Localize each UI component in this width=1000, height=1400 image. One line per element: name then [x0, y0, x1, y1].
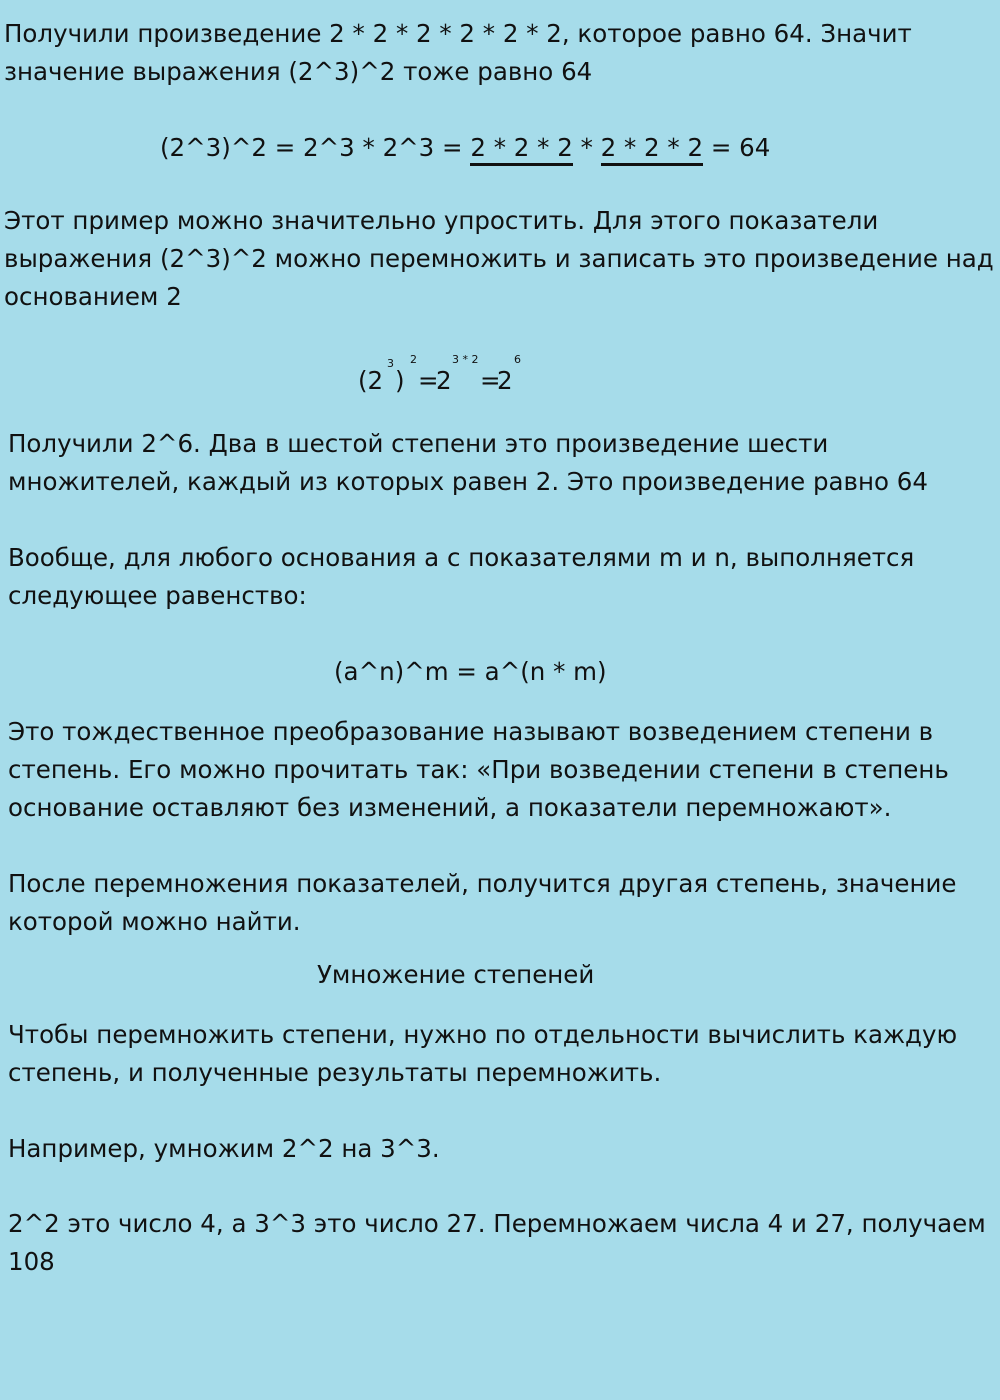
equation-power-expansion: [160, 129, 770, 167]
paragraph-after-multiplication: [8, 865, 988, 941]
equation-middle: *: [572, 133, 601, 162]
paragraph-general-rule: [8, 539, 988, 615]
underlined-group-1: 2 * 2 * 2: [470, 133, 572, 166]
text-line: Получили 2^6. Два в шестой степени это произведение шести: [8, 429, 829, 458]
text-line: которой можно найти.: [8, 907, 301, 936]
text-line: После перемножения показателей, получится другая степень, значение: [8, 869, 957, 898]
paragraph-example: Например, умножим 2^2 на 3^3.: [8, 1134, 440, 1163]
paragraph-two-to-sixth: [8, 425, 988, 501]
text-line: степень, и полученные результаты перемножить.: [8, 1058, 662, 1087]
eq2-inner-exponent: 3: [387, 357, 394, 370]
paragraph-identity-explanation: [8, 713, 988, 827]
text-line: Вообще, для любого основания a с показателями m и n, выполняется: [8, 543, 915, 572]
text-line: Это тождественное преобразование называют возведением степени в: [8, 717, 934, 746]
text-line: Чтобы перемножить степени, нужно по отдельности вычислить каждую: [8, 1020, 958, 1049]
equation-prefix: (2^3)^2 = 2^3 * 2^3 =: [160, 133, 471, 162]
eq2-equals-1: =: [418, 366, 439, 395]
paragraph-simplification: [4, 202, 994, 316]
equation-exponent-multiplication: [358, 353, 658, 398]
eq2-product-exponent: 3 * 2: [452, 353, 479, 366]
equation-general-identity: (a^n)^m = a^(n * m): [334, 657, 607, 686]
eq2-close-paren: ): [395, 366, 405, 395]
underlined-group-2: 2 * 2 * 2: [601, 133, 703, 166]
text-line: 2^2 это число 4, а 3^3 это число 27. Перемножаем числа 4 и 27, получаем: [8, 1209, 986, 1238]
text-line: 108: [8, 1247, 55, 1276]
text-line: выражения (2^3)^2 можно перемножить и записать это произведение над: [4, 244, 994, 273]
eq2-open-base: (2: [358, 366, 384, 395]
text-line: степень. Его можно прочитать так: «При возведении степени в степень: [8, 755, 949, 784]
paragraph-product-result: [4, 15, 994, 91]
eq2-outer-exponent: 2: [410, 353, 417, 366]
eq2-equals-2: =: [480, 366, 501, 395]
section-heading: Умножение степеней: [317, 960, 595, 989]
text-line: основание оставляют без изменений, а показатели перемножают».: [8, 793, 892, 822]
text-line: Этот пример можно значительно упростить. Для этого показатели: [4, 206, 879, 235]
text-line: следующее равенство:: [8, 581, 307, 610]
eq2-base-2: 2: [497, 366, 513, 395]
text-line: Получили произведение 2 * 2 * 2 * 2 * 2 * 2, которое равно 64. Значит: [4, 19, 912, 48]
eq2-base-1: 2: [436, 366, 452, 395]
text-line: множителей, каждый из которых равен 2. Это произведение равно 64: [8, 467, 928, 496]
text-line: значение выражения (2^3)^2 тоже равно 64: [4, 57, 593, 86]
paragraph-example-result: [8, 1205, 998, 1281]
paragraph-multiply-powers: [8, 1016, 988, 1092]
equation-suffix: = 64: [703, 133, 771, 162]
text-line: основанием 2: [4, 282, 182, 311]
eq2-result-exponent: 6: [514, 353, 521, 366]
